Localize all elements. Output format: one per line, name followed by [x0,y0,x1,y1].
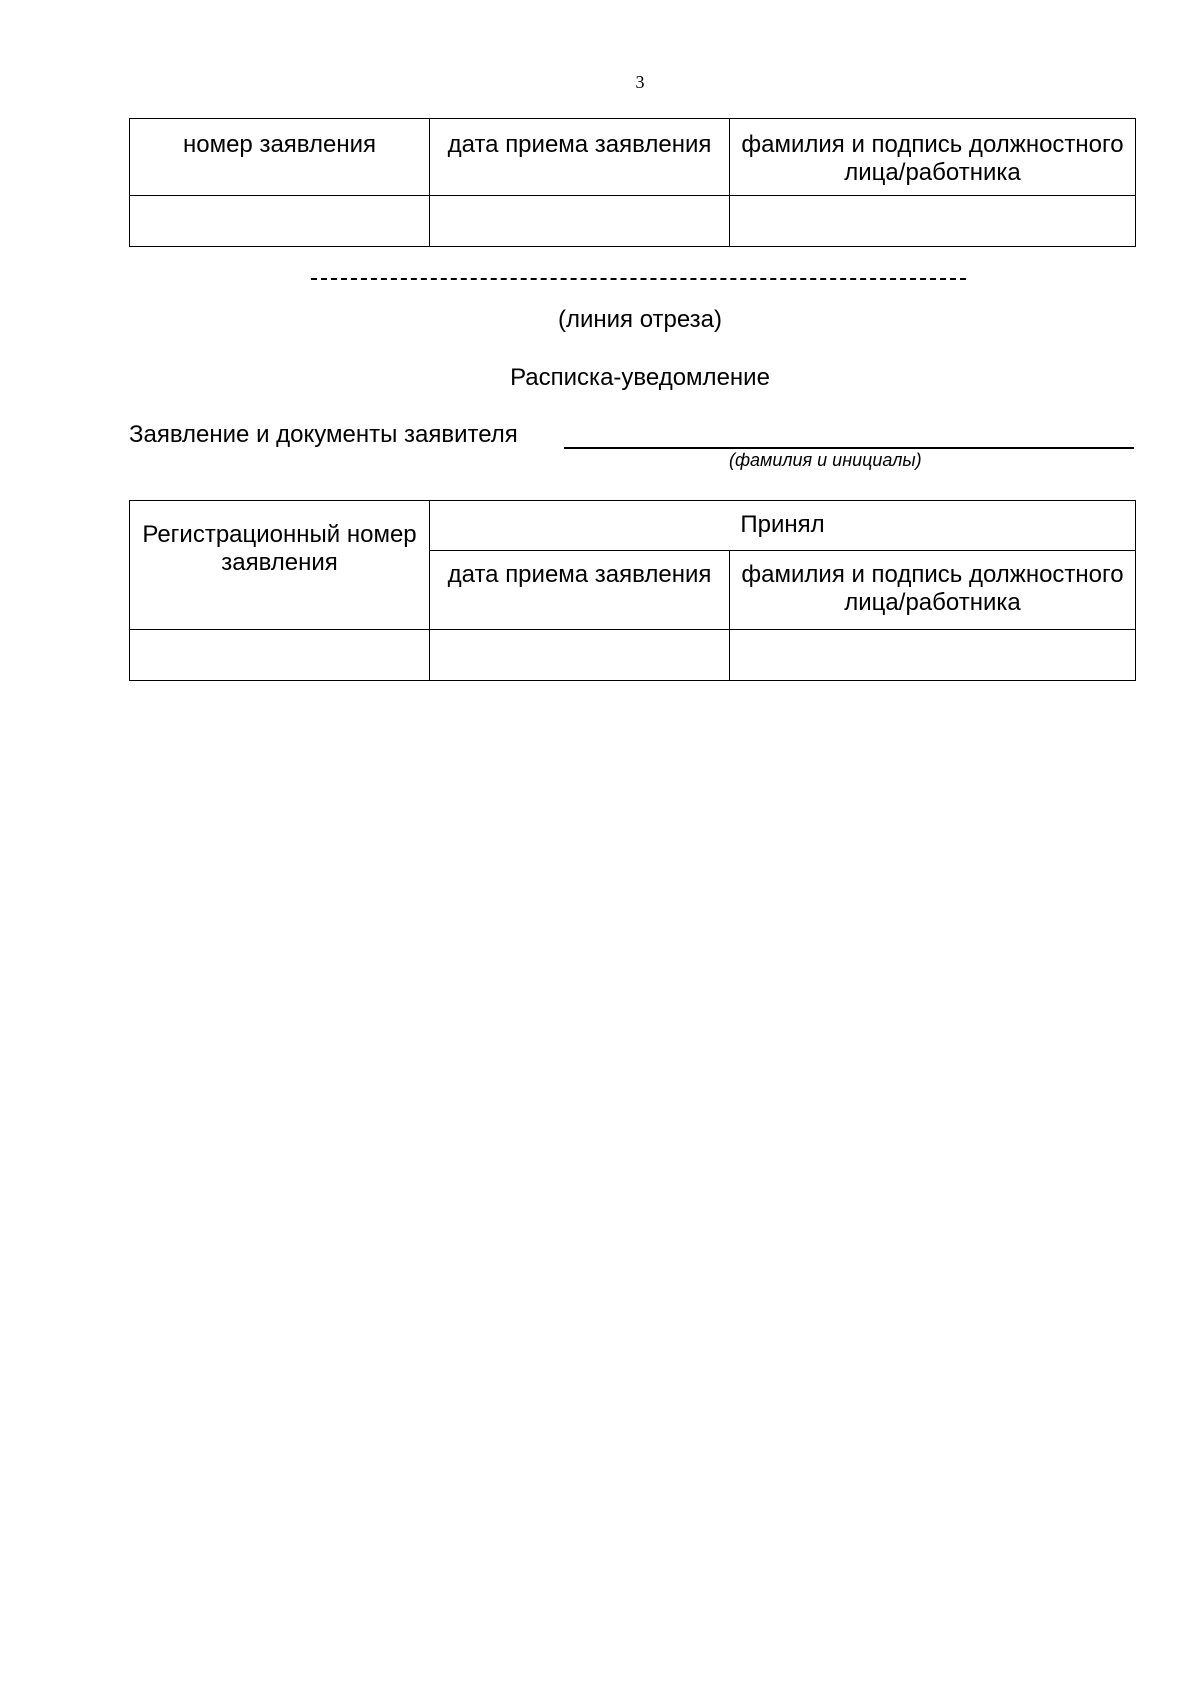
registration-table [129,118,1136,247]
cut-line [311,278,966,280]
cell-receipt-date[interactable] [430,196,730,247]
table-row [130,630,1136,681]
table-header-row [130,119,1136,196]
header-official-signature: фамилия и подпись должностного лица/работника [730,551,1136,630]
cell-official-signature[interactable] [730,196,1136,247]
header-application-number: номер заявления [130,119,430,196]
table-header-row [130,501,1136,551]
applicant-label: Заявление и документы заявителя [129,421,518,448]
header-receipt-date: дата приема заявления [430,551,730,630]
receipt-title: Расписка-уведомление [510,364,770,391]
header-registration-number: Регистрационный номер заявления [130,501,430,630]
header-receipt-date: дата приема заявления [430,119,730,196]
table-row [130,196,1136,247]
page-number: 3 [635,72,645,92]
applicant-name-field[interactable] [564,447,1134,449]
header-official-signature: фамилия и подпись должностного лица/работника [730,119,1136,196]
header-accepted: Принял [430,501,1136,551]
cell-registration-number[interactable] [130,630,430,681]
cut-line-label: (линия отреза) [557,306,723,333]
cell-application-number[interactable] [130,196,430,247]
cell-receipt-date[interactable] [430,630,730,681]
applicant-name-hint: (фамилия и инициалы) [729,450,922,470]
receipt-table [129,500,1136,681]
cell-official-signature[interactable] [730,630,1136,681]
